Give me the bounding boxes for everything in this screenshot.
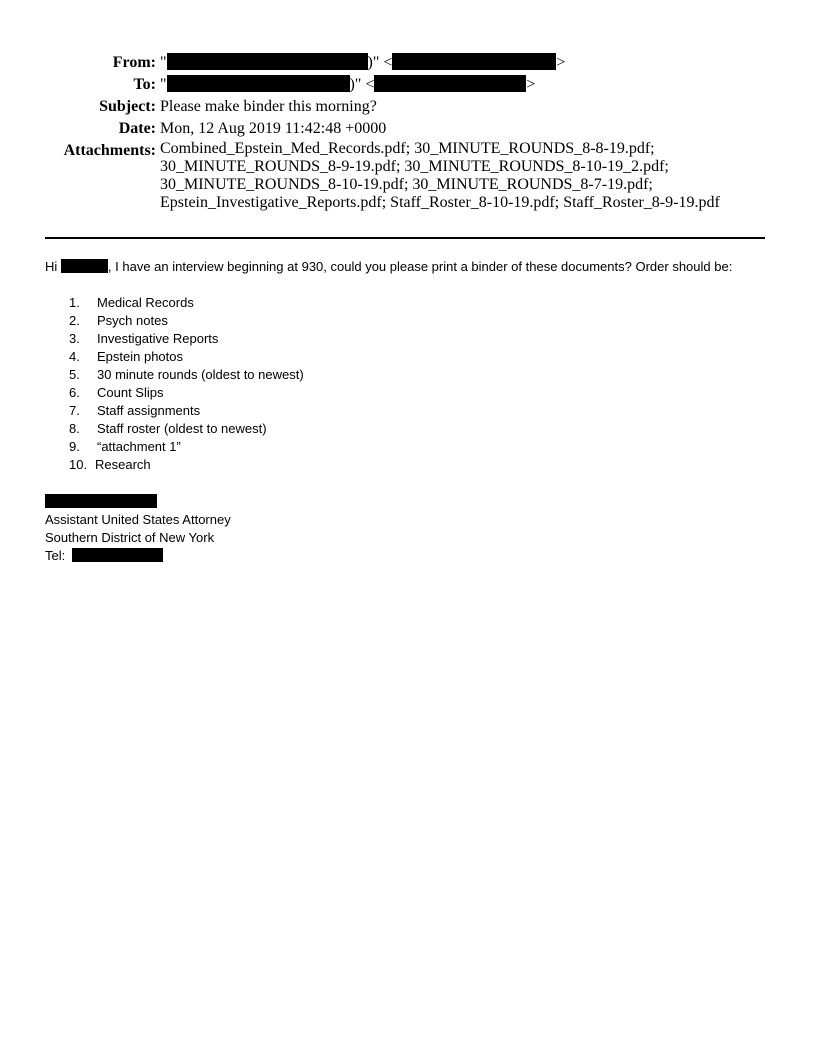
redaction-bar bbox=[72, 548, 163, 562]
signature-office: Southern District of New York bbox=[45, 530, 215, 545]
attachment-line: 30_MINUTE_ROUNDS_8-10-19.pdf; 30_MINUTE_ROUNDS_8-7-19.pdf; bbox=[160, 176, 653, 193]
list-item: 8. Staff roster (oldest to newest) bbox=[69, 421, 267, 436]
subject-label: Subject: bbox=[99, 98, 156, 115]
header-divider bbox=[45, 237, 765, 239]
list-item: 2. Psych notes bbox=[69, 313, 168, 328]
attachments-row bbox=[0, 140, 816, 212]
attachments-list bbox=[160, 140, 816, 212]
email-body bbox=[45, 258, 785, 565]
date-row bbox=[0, 118, 816, 140]
list-item: 5. 30 minute rounds (oldest to newest) bbox=[69, 367, 304, 382]
to-row bbox=[0, 74, 816, 96]
list-item: 9. “attachment 1” bbox=[69, 439, 181, 454]
date-value: Mon, 12 Aug 2019 11:42:48 +0000 bbox=[160, 120, 387, 137]
redaction-bar bbox=[374, 75, 526, 92]
subject-value: Please make binder this morning? bbox=[160, 98, 377, 115]
from-label: From: bbox=[112, 54, 156, 71]
email-header bbox=[0, 52, 816, 212]
attachment-line: Epstein_Investigative_Reports.pdf; Staff_Roster_8-10-19.pdf; Staff_Roster_8-9-19.pdf bbox=[160, 194, 720, 211]
list-item: 3. Investigative Reports bbox=[69, 331, 219, 346]
redaction-bar bbox=[392, 53, 556, 70]
document-order-list bbox=[45, 294, 785, 474]
subject-row bbox=[0, 96, 816, 118]
attachment-line: Combined_Epstein_Med_Records.pdf; 30_MINUTE_ROUNDS_8-8-19.pdf; bbox=[160, 140, 655, 157]
to-value: " )" < > bbox=[160, 76, 536, 93]
redaction-bar bbox=[45, 494, 157, 508]
signature-name bbox=[45, 493, 785, 511]
redaction-bar bbox=[61, 259, 108, 273]
redaction-bar bbox=[167, 53, 368, 70]
attachments-label: Attachments: bbox=[63, 142, 156, 159]
list-item: 10. Research bbox=[69, 457, 151, 472]
list-item: 1. Medical Records bbox=[69, 295, 194, 310]
from-row bbox=[0, 52, 816, 74]
list-item: 7. Staff assignments bbox=[69, 403, 201, 418]
date-label: Date: bbox=[118, 120, 156, 137]
to-label: To: bbox=[133, 76, 156, 93]
list-item: 6. Count Slips bbox=[69, 385, 164, 400]
signature-title: Assistant United States Attorney bbox=[45, 512, 231, 527]
from-value: " )" < > bbox=[160, 54, 566, 71]
redaction-bar bbox=[167, 75, 350, 92]
list-item: 4. Epstein photos bbox=[69, 349, 184, 364]
greeting-line: Hi , I have an interview beginning at 930, could you please print a binder of these documents? Order should be: bbox=[45, 259, 733, 274]
signature-block bbox=[45, 493, 785, 565]
attachment-line: 30_MINUTE_ROUNDS_8-9-19.pdf; 30_MINUTE_ROUNDS_8-10-19_2.pdf; bbox=[160, 158, 669, 175]
signature-tel: Tel: bbox=[45, 547, 785, 565]
